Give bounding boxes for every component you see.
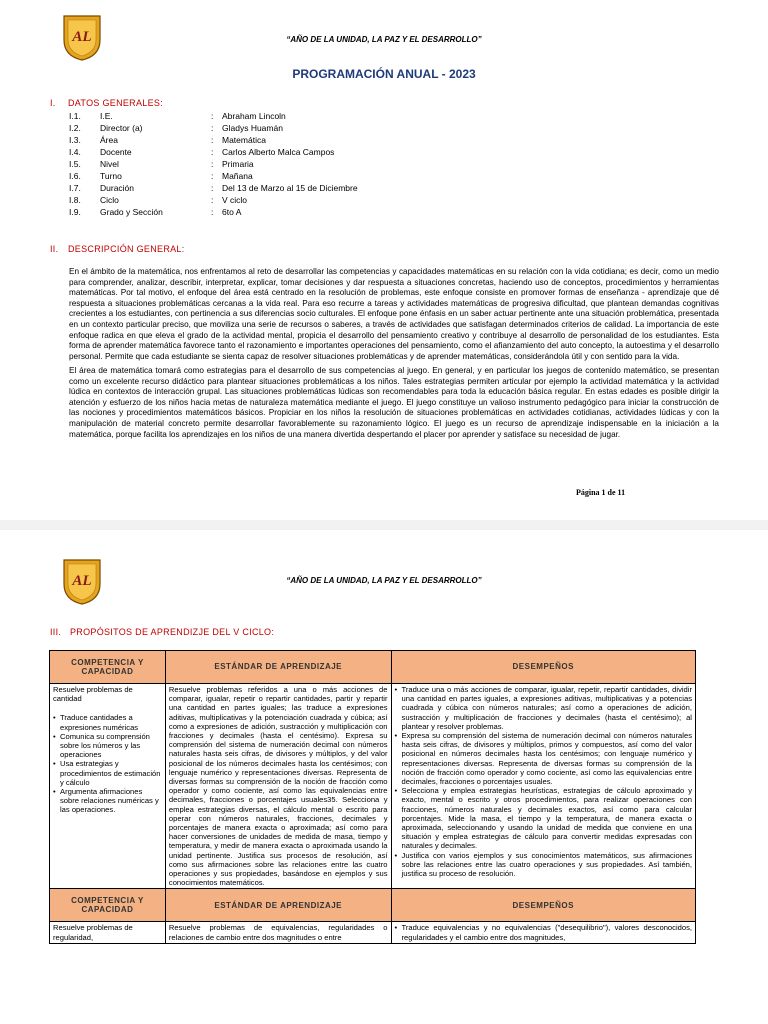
data-label: I.E. (100, 111, 113, 121)
data-label: Ciclo (100, 195, 119, 205)
capacidades-list (53, 713, 162, 814)
desempenos-list (395, 685, 692, 878)
section-number: II. (50, 244, 59, 254)
data-number: I.6. (69, 171, 81, 181)
description-paragraph-1: En el ámbito de la matemática, nos enfrentamos al reto de desarrollar las competencias y capacidades matemáticas en su relación con la vida cotidiana; es decir, como un medio para comprender, analizar, describir, interpretar, explicar, tomar decisiones y dar respuesta a situaciones concretas, haciendo uso de conceptos, procedimientos y herramientas matemáticas. Por tal motivo, el enfoque del área está centrado en la resolución de problemas, este enfoque consiste en promover formas de enseñanza - aprendizaje que dé respuesta a situaciones problemáticas cercanas a la vida real. Para eso recurre a tareas y actividades matemáticas de progresiva dificultad, que plantean demandas cognitivas crecientes a los estudiantes, con pertinencia a sus diferencias socio culturales. El enfoque pone énfasis en un saber actuar pertinente ante una situación problemática, presentada en un contexto particular preciso, que moviliza una serie de recursos o saberes, a través de actividades que satisfagan determinados criterios de calidad. La importancia de este enfoque radica en que eleva el grado de la actividad mental, propicia el desarrollo del pensamiento creativo y contribuye al desarrollo de personalidad de los estudiantes. Esta forma de aprender matemática favorece tanto el razonamiento e importantes operaciones del pensamiento, como el afianzamiento del auto concepto, la autoestima y el desarrollo personal. Permite que cada estudiante se sienta capaz de resolver situaciones problemáticas y de aprender matemáticas, considerándola útil y con sentido para la vida. (69, 267, 719, 361)
data-value: Carlos Alberto Malca Campos (222, 147, 335, 157)
data-label: Director (a) (100, 123, 143, 133)
data-colon: : (211, 147, 214, 157)
header-desempenos: DESEMPEÑOS (391, 889, 695, 922)
data-label: Área (100, 135, 118, 145)
table-row (50, 922, 696, 943)
estandar-cell: Resuelve problemas referidos a una o más acciones de comparar, igualar, repetir o repartir cantidades, partir y repartir una cantidad en partes iguales; las traduce a expresiones aditivas, multiplicativas y la potenciación cuadrada y cúbica; así como a expresiones de adición, sustracción y multiplicación con fracciones y decimales (hasta el centésimo). Expresa su comprensión del sistema de numeración decimal con números naturales hasta seis cifras, de divisores y múltiplos, y del valor posicional de los números decimales hasta los centésimos; con lenguaje numérico y representaciones diversas. Representa de diversas formas su comprensión de la noción de fracción como operador y como cociente, así como las equivalencias entre decimales, fracciones o porcentajes usuales35. Selecciona y emplea estrategias diversas, el cálculo mental o escrito para operar con números naturales, fracciones, decimales y porcentajes de manera exacta o aproximada; así como para hacer conversiones de unidades de medida de masa, tiempo y temperatura, y medir de manera exacta o aproximada usando la unidad pertinente. Justifica sus procesos de resolución, así como sus afirmaciones sobre las relaciones entre las cuatro operaciones y sus propiedades, basándose en ejemplos y sus conocimientos matemáticos. (165, 684, 391, 889)
list-item: • Usa estrategias y procedimientos de estimación y cálculo (60, 759, 162, 787)
data-number: I.3. (69, 135, 81, 145)
description-paragraph-2: El área de matemática tomará como estrategias para el desarrollo de sus competencias al juego. En general, y en particular los juegos de contenido matemático, se presentan como un excelente recurso didáctico para plantear situaciones problemáticas a los niños. Tales estrategias permiten articular por ejemplo la actividad matemática y la actividad lúdica en contextos de interacción grupal. Las situaciones problemáticas lúdicas son recomendables para toda la educación básica regular. En estas edades es posible dirigir la atención y esfuerzo de los niños hacia metas de naturaleza matemática mediante el juego. El juego constituye un valioso instrumento pedagógico para iniciar la construcción de las nociones y procedimientos matemáticos básicos. Propiciar en los niños la resolución de situaciones problemáticas en actividades cotidianas, actividades lúdicas y con la manipulación de material concreto permite desarrollar favorablemente su razonamiento lógico. El juego es un recurso de aprendizaje indispensable en la iniciación a la matemática, porque facilita los aprendizajes en los niños de una manera divertida despertando el placer por aprender y satisface su necesidad de jugar. (69, 366, 719, 439)
desempenos-cell (391, 922, 695, 943)
data-value: 6to A (222, 207, 242, 217)
estandar-cell: Resuelve problemas de equivalencias, regularidades o relaciones de cambio entre dos magnitudes o entre (165, 922, 391, 943)
data-number: I.5. (69, 159, 81, 169)
data-number: I.1. (69, 111, 81, 121)
section-heading-propositos (50, 627, 274, 637)
list-item: • Expresa su comprensión del sistema de numeración decimal con números naturales hasta seis cifras, de divisores y múltiplos, primos y compuestos, así como del valor posicional en números decimales hasta los centésimos; con lenguaje numérico y representaciones diversas. Representa de diversas formas su comprensión de la noción de fracción como operador y como cociente, así como las equivalencias entre decimales, fracciones o porcentajes usuales. (402, 731, 692, 786)
data-value: Primaria (222, 159, 254, 169)
list-item: • Comunica su comprensión sobre los números y las operaciones (60, 732, 162, 760)
data-number: I.9. (69, 207, 81, 217)
data-label: Grado y Sección (100, 207, 163, 217)
year-motto: “AÑO DE LA UNIDAD, LA PAZ Y EL DESARROLLO” (286, 35, 482, 44)
table-row (50, 684, 696, 889)
data-label: Turno (100, 171, 122, 181)
header-desempenos: DESEMPEÑOS (391, 651, 695, 684)
desempenos-list (395, 923, 692, 941)
desempenos-cell (391, 684, 695, 889)
list-item: • Traduce equivalencias y no equivalencias ("desequilibrio"), valores desconocidos, regularidades y el cambio entre dos magnitudes, (402, 923, 692, 941)
section-title: DESCRIPCIÓN GENERAL: (68, 244, 185, 254)
page-number: Página 1 de 11 (576, 488, 626, 497)
data-label: Nivel (100, 159, 119, 169)
data-colon: : (211, 123, 214, 133)
competencia-cell (50, 684, 166, 889)
data-value: V ciclo (222, 195, 248, 205)
table-header-row (50, 889, 696, 922)
header-competencia: COMPETENCIA Y CAPACIDAD (50, 889, 166, 922)
data-number: I.7. (69, 183, 81, 193)
header-competencia: COMPETENCIA Y CAPACIDAD (50, 651, 166, 684)
svg-text:AL: AL (72, 29, 92, 45)
data-value: Abraham Lincoln (222, 111, 286, 121)
header-estandar: ESTÁNDAR DE APRENDIZAJE (165, 651, 391, 684)
data-colon: : (211, 111, 214, 121)
year-motto: “AÑO DE LA UNIDAD, LA PAZ Y EL DESARROLLO” (286, 576, 482, 585)
data-colon: : (211, 171, 214, 181)
data-colon: : (211, 183, 214, 193)
data-number: I.4. (69, 147, 81, 157)
section-title: DATOS GENERALES: (68, 98, 163, 108)
section-number: III. (50, 627, 62, 637)
table-header-row (50, 651, 696, 684)
svg-text:AL: AL (72, 573, 92, 589)
section-heading-datos-generales (50, 98, 163, 108)
data-value: Gladys Huamán (222, 123, 283, 133)
data-number: I.8. (69, 195, 81, 205)
data-colon: : (211, 159, 214, 169)
competencia-cell: Resuelve problemas de regularidad, (50, 922, 166, 943)
data-value: Del 13 de Marzo al 15 de Diciembre (222, 183, 358, 193)
data-label: Duración (100, 183, 135, 193)
data-number: I.2. (69, 123, 81, 133)
header-estandar: ESTÁNDAR DE APRENDIZAJE (165, 889, 391, 922)
data-colon: : (211, 135, 214, 145)
data-label: Docente (100, 147, 132, 157)
learning-purposes-table (49, 650, 696, 944)
list-item: • Traduce una o más acciones de comparar, igualar, repetir, repartir cantidades, dividir una cantidad en partes iguales, a expresiones aditivas, multiplicativas y a potencias cuadrada y cúbica con números naturales; así como a operaciones de adición, sustracción y multiplicación de fracciones y decimales (hasta el centésimo); al plantear y resolver problemas. (402, 685, 692, 731)
list-item: • Selecciona y emplea estrategias heurísticas, estrategias de cálculo aproximado y exacto, mental o escrito y otros procedimientos, para realizar operaciones con fracciones, números naturales y decimales exactos, así como para calcular porcentajes. Mide la masa, el tiempo y la temperatura, de manera exacta o aproximada, seleccionando y usando la unidad de medida que conviene en una situación y emplea estrategias de cálculo para convertir medidas expresadas con naturales y decimales. (402, 786, 692, 850)
data-value: Matemática (222, 135, 266, 145)
list-item: • Argumenta afirmaciones sobre relaciones numéricas y las operaciones. (60, 787, 162, 815)
data-colon: : (211, 207, 214, 217)
section-title: PROPÓSITOS DE APRENDIZJE DEL V CICLO: (70, 627, 275, 637)
list-item: • Justifica con varios ejemplos y sus conocimientos matemáticos, sus afirmaciones sobre las relaciones entre las cuatro operaciones y sus propiedades. Así también, justifica su proceso de resolución. (402, 851, 692, 879)
competencia-title: Resuelve problemas de cantidad (53, 685, 133, 704)
list-item: • Traduce cantidades a expresiones numéricas (60, 713, 162, 731)
document-page-2 (0, 530, 768, 1024)
data-value: Mañana (222, 171, 253, 181)
data-colon: : (211, 195, 214, 205)
section-number: I. (50, 98, 56, 108)
section-heading-descripcion-general (50, 244, 185, 254)
document-title: PROGRAMACIÓN ANUAL - 2023 (292, 67, 476, 81)
